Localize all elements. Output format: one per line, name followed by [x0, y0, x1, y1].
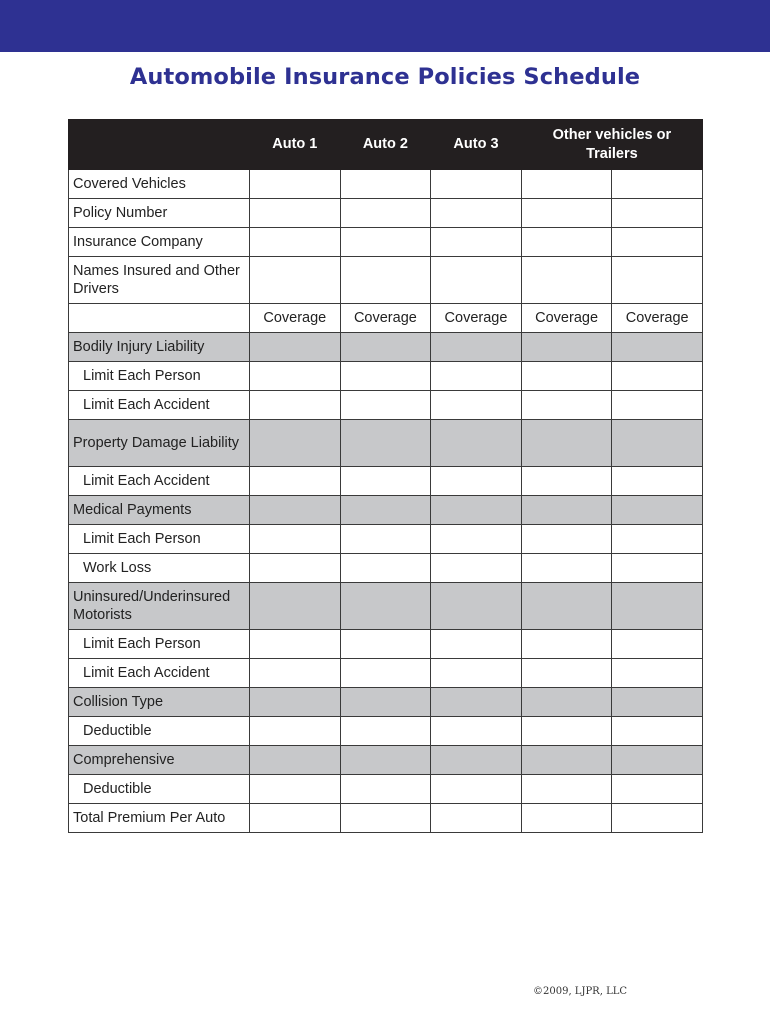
row-label: Deductible	[69, 717, 250, 746]
shaded-cell	[521, 583, 612, 630]
input-cell[interactable]	[340, 775, 431, 804]
input-cell[interactable]	[250, 554, 341, 583]
table-row	[69, 554, 703, 583]
shaded-cell	[612, 333, 703, 362]
row-label	[69, 304, 250, 333]
table-row	[69, 170, 703, 199]
input-cell[interactable]	[612, 391, 703, 420]
input-cell[interactable]	[431, 257, 522, 304]
section-row	[69, 688, 703, 717]
input-cell[interactable]	[612, 199, 703, 228]
input-cell[interactable]	[521, 467, 612, 496]
shaded-cell	[340, 420, 431, 467]
shaded-cell	[612, 420, 703, 467]
row-label: Limit Each Person	[69, 525, 250, 554]
row-label: Limit Each Accident	[69, 659, 250, 688]
input-cell[interactable]	[612, 804, 703, 833]
shaded-cell	[340, 746, 431, 775]
input-cell[interactable]	[431, 170, 522, 199]
section-row	[69, 420, 703, 467]
input-cell[interactable]	[340, 199, 431, 228]
table-row	[69, 467, 703, 496]
section-label: Bodily Injury Liability	[69, 333, 250, 362]
copyright-notice: ©2009, LJPR, LLC	[533, 986, 628, 997]
table-row	[69, 775, 703, 804]
table-row	[69, 199, 703, 228]
input-cell[interactable]	[612, 717, 703, 746]
input-cell[interactable]	[521, 525, 612, 554]
section-label: Property Damage Liability	[69, 420, 250, 467]
shaded-cell	[250, 333, 341, 362]
input-cell[interactable]	[431, 554, 522, 583]
input-cell[interactable]	[521, 804, 612, 833]
shaded-cell	[612, 583, 703, 630]
row-label: Limit Each Person	[69, 362, 250, 391]
table-row	[69, 630, 703, 659]
shaded-cell	[431, 496, 522, 525]
input-cell[interactable]	[521, 554, 612, 583]
coverage-label: Coverage	[612, 304, 703, 333]
section-label: Comprehensive	[69, 746, 250, 775]
input-cell[interactable]	[521, 775, 612, 804]
row-label: Limit Each Person	[69, 630, 250, 659]
shaded-cell	[250, 496, 341, 525]
input-cell[interactable]	[521, 659, 612, 688]
input-cell[interactable]	[340, 554, 431, 583]
input-cell[interactable]	[250, 659, 341, 688]
input-cell[interactable]	[612, 659, 703, 688]
shaded-cell	[521, 333, 612, 362]
input-cell[interactable]	[340, 257, 431, 304]
header-auto-1: Auto 1	[250, 120, 341, 170]
input-cell[interactable]	[431, 717, 522, 746]
input-cell[interactable]	[340, 804, 431, 833]
input-cell[interactable]	[431, 228, 522, 257]
shaded-cell	[431, 583, 522, 630]
table-row	[69, 228, 703, 257]
input-cell[interactable]	[521, 391, 612, 420]
shaded-cell	[250, 746, 341, 775]
shaded-cell	[250, 583, 341, 630]
input-cell[interactable]	[250, 362, 341, 391]
row-label: Insurance Company	[69, 228, 250, 257]
row-label: Names Insured and Other Drivers	[69, 257, 250, 304]
input-cell[interactable]	[612, 228, 703, 257]
shaded-cell	[521, 746, 612, 775]
input-cell[interactable]	[250, 199, 341, 228]
shaded-cell	[612, 688, 703, 717]
input-cell[interactable]	[250, 775, 341, 804]
coverage-label: Coverage	[340, 304, 431, 333]
shaded-cell	[431, 688, 522, 717]
input-cell[interactable]	[340, 362, 431, 391]
input-cell[interactable]	[612, 257, 703, 304]
shaded-cell	[431, 746, 522, 775]
section-label: Uninsured/Underinsured Motorists	[69, 583, 250, 630]
input-cell[interactable]	[612, 630, 703, 659]
top-color-band	[0, 0, 770, 52]
shaded-cell	[250, 420, 341, 467]
row-label: Limit Each Accident	[69, 391, 250, 420]
section-row	[69, 333, 703, 362]
input-cell[interactable]	[340, 170, 431, 199]
input-cell[interactable]	[250, 467, 341, 496]
table-row	[69, 659, 703, 688]
section-row	[69, 496, 703, 525]
input-cell[interactable]	[521, 717, 612, 746]
header-row	[69, 120, 703, 170]
header-auto-3: Auto 3	[431, 120, 522, 170]
shaded-cell	[340, 688, 431, 717]
header-auto-2: Auto 2	[340, 120, 431, 170]
shaded-cell	[521, 688, 612, 717]
input-cell[interactable]	[340, 391, 431, 420]
row-label: Deductible	[69, 775, 250, 804]
input-cell[interactable]	[431, 630, 522, 659]
input-cell[interactable]	[431, 659, 522, 688]
input-cell[interactable]	[340, 659, 431, 688]
shaded-cell	[521, 420, 612, 467]
table-row	[69, 525, 703, 554]
input-cell[interactable]	[250, 170, 341, 199]
input-cell[interactable]	[250, 804, 341, 833]
input-cell[interactable]	[612, 467, 703, 496]
input-cell[interactable]	[521, 630, 612, 659]
input-cell[interactable]	[521, 257, 612, 304]
row-label: Covered Vehicles	[69, 170, 250, 199]
table-row	[69, 391, 703, 420]
header-blank-cell	[69, 120, 250, 170]
input-cell[interactable]	[612, 525, 703, 554]
insurance-schedule-table	[68, 119, 703, 833]
row-label: Limit Each Accident	[69, 467, 250, 496]
section-label: Medical Payments	[69, 496, 250, 525]
input-cell[interactable]	[431, 199, 522, 228]
table-row	[69, 717, 703, 746]
input-cell[interactable]	[340, 717, 431, 746]
coverage-label: Coverage	[521, 304, 612, 333]
input-cell[interactable]	[612, 775, 703, 804]
input-cell[interactable]	[340, 525, 431, 554]
table-row	[69, 362, 703, 391]
row-label: Total Premium Per Auto	[69, 804, 250, 833]
shaded-cell	[431, 420, 522, 467]
total-premium-row	[69, 804, 703, 833]
shaded-cell	[250, 688, 341, 717]
coverage-header-row	[69, 304, 703, 333]
input-cell[interactable]	[521, 362, 612, 391]
input-cell[interactable]	[250, 257, 341, 304]
shaded-cell	[340, 333, 431, 362]
input-cell[interactable]	[250, 717, 341, 746]
page-title: Automobile Insurance Policies Schedule	[129, 64, 641, 90]
input-cell[interactable]	[521, 228, 612, 257]
input-cell[interactable]	[431, 391, 522, 420]
shaded-cell	[431, 333, 522, 362]
coverage-label: Coverage	[250, 304, 341, 333]
row-label: Work Loss	[69, 554, 250, 583]
shaded-cell	[340, 583, 431, 630]
input-cell[interactable]	[431, 775, 522, 804]
row-label: Policy Number	[69, 199, 250, 228]
input-cell[interactable]	[250, 391, 341, 420]
input-cell[interactable]	[250, 525, 341, 554]
section-row	[69, 746, 703, 775]
input-cell[interactable]	[250, 228, 341, 257]
input-cell[interactable]	[431, 467, 522, 496]
input-cell[interactable]	[431, 362, 522, 391]
table-row	[69, 257, 703, 304]
section-row	[69, 583, 703, 630]
input-cell[interactable]	[521, 199, 612, 228]
shaded-cell	[340, 496, 431, 525]
input-cell[interactable]	[340, 630, 431, 659]
input-cell[interactable]	[612, 554, 703, 583]
input-cell[interactable]	[612, 170, 703, 199]
section-label: Collision Type	[69, 688, 250, 717]
input-cell[interactable]	[521, 170, 612, 199]
shaded-cell	[612, 746, 703, 775]
input-cell[interactable]	[612, 362, 703, 391]
shaded-cell	[521, 496, 612, 525]
input-cell[interactable]	[431, 804, 522, 833]
shaded-cell	[612, 496, 703, 525]
input-cell[interactable]	[250, 630, 341, 659]
input-cell[interactable]	[340, 467, 431, 496]
input-cell[interactable]	[340, 228, 431, 257]
header-other-vehicles: Other vehicles or Trailers	[521, 120, 702, 170]
input-cell[interactable]	[431, 525, 522, 554]
coverage-label: Coverage	[431, 304, 522, 333]
